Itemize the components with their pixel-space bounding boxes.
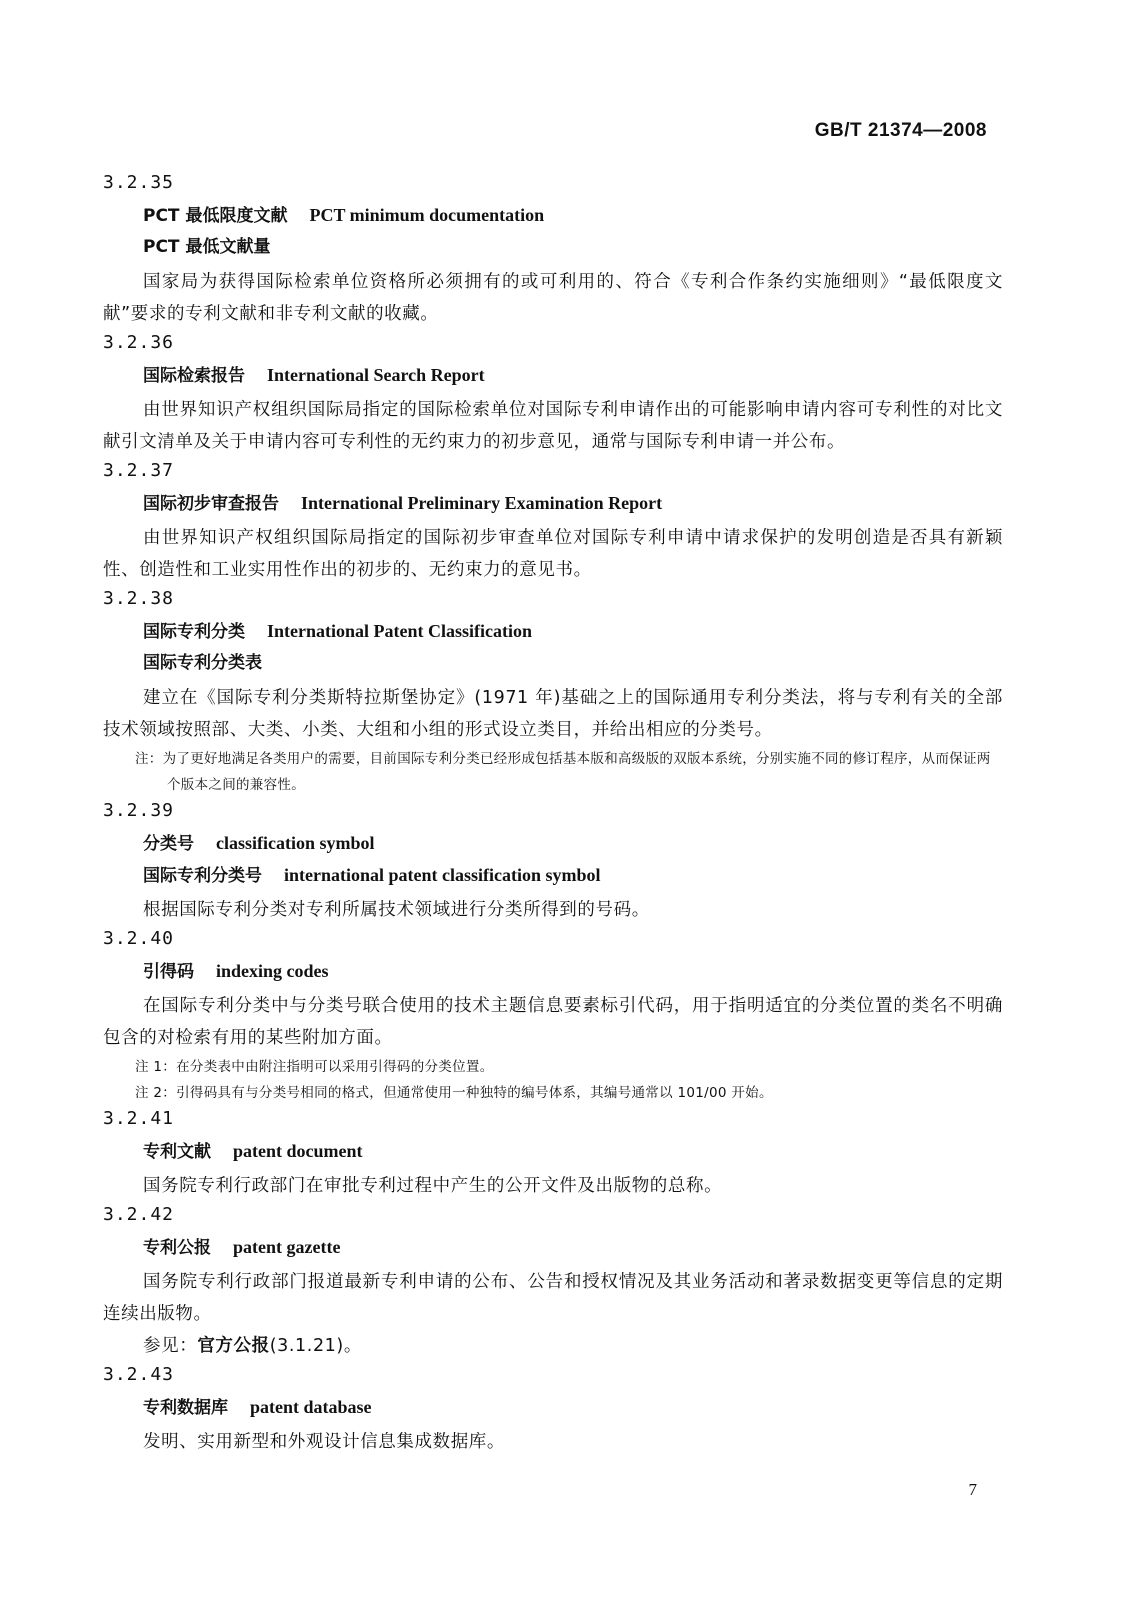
term-en: PCT minimum documentation [309, 205, 545, 225]
entry-number: 3.2.41 [103, 1108, 175, 1129]
note-label: 注： [135, 751, 163, 767]
term-zh: 专利文献 [143, 1142, 211, 1162]
note [103, 1054, 1003, 1080]
term-line [103, 234, 1003, 266]
entry-number: 3.2.39 [103, 800, 175, 821]
term-zh: 国际专利分类号 [143, 866, 262, 886]
entry [103, 458, 1003, 586]
entry-number: 3.2.35 [103, 172, 175, 193]
entry-number: 3.2.37 [103, 460, 175, 481]
term-line [103, 830, 1003, 862]
entry [103, 926, 1003, 1106]
definition: 由世界知识产权组织国际局指定的国际检索单位对国际专利申请作出的可能影响申请内容可专利性的对比文献引文清单及关于申请内容可专利性的无约束力的初步意见，通常与国际专利申请一并公布。 [103, 400, 1003, 452]
entry-number: 3.2.40 [103, 928, 175, 949]
document-body [103, 170, 1003, 1458]
term-en: patent database [250, 1397, 372, 1417]
term-zh: 国际专利分类表 [143, 653, 262, 673]
see-also [103, 1330, 1003, 1362]
term-zh: 国际初步审查报告 [143, 494, 279, 514]
term-line [103, 490, 1003, 522]
term-zh: 国际专利分类 [143, 622, 245, 642]
term-zh: PCT 最低限度文献 [143, 206, 288, 226]
term-en: International Patent Classification [267, 621, 532, 641]
standard-code: GB/T 21374—2008 [814, 120, 987, 141]
term-zh: 分类号 [143, 834, 194, 854]
term-line [103, 650, 1003, 682]
term-en: classification symbol [216, 833, 375, 853]
term-zh: 引得码 [143, 962, 194, 982]
term-en: patent document [233, 1141, 363, 1161]
note [103, 1080, 1003, 1106]
entry-number: 3.2.43 [103, 1364, 175, 1385]
entry-number: 3.2.42 [103, 1204, 175, 1225]
term-zh: 专利公报 [143, 1238, 211, 1258]
note-text: 为了更好地满足各类用户的需要，目前国际专利分类已经形成包括基本版和高级版的双版本系统，分别实施不同的修订程序，从而保证两个版本之间的兼容性。 [162, 751, 991, 793]
page-number: 7 [968, 1480, 977, 1499]
term-line [103, 862, 1003, 894]
see-also-term: 官方公报 [197, 1336, 270, 1356]
see-also-ref: (3.1.21)。 [269, 1336, 362, 1356]
definition: 由世界知识产权组织国际局指定的国际初步审查单位对国际专利申请中请求保护的发明创造是否具有新颖性、创造性和工业实用性作出的初步的、无约束力的意见书。 [103, 528, 1003, 580]
term-en: International Preliminary Examination Report [301, 493, 663, 513]
entry [103, 1362, 1003, 1458]
entry [103, 170, 1003, 330]
entry [103, 798, 1003, 926]
definition: 国家局为获得国际检索单位资格所必须拥有的或可利用的、符合《专利合作条约实施细则》“最低限度文献”要求的专利文献和非专利文献的收藏。 [103, 272, 1003, 324]
term-line [103, 1394, 1003, 1426]
note-text: 在分类表中由附注指明可以采用引得码的分类位置。 [176, 1059, 494, 1075]
term-en: patent gazette [233, 1237, 341, 1257]
term-en: indexing codes [216, 961, 329, 981]
entry-number: 3.2.36 [103, 332, 175, 353]
definition: 国务院专利行政部门报道最新专利申请的公布、公告和授权情况及其业务活动和著录数据变更等信息的定期连续出版物。 [103, 1272, 1003, 1324]
definition: 根据国际专利分类对专利所属技术领域进行分类所得到的号码。 [143, 900, 650, 920]
term-zh: 专利数据库 [143, 1398, 228, 1418]
entry [103, 1106, 1003, 1202]
definition: 建立在《国际专利分类斯特拉斯堡协定》(1971 年)基础之上的国际通用专利分类法，将与专利有关的全部技术领域按照部、大类、小类、大组和小组的形式设立类目，并给出相应的分类号。 [103, 688, 1003, 740]
note-label: 注 2： [135, 1085, 177, 1101]
term-line [103, 958, 1003, 990]
entry [103, 586, 1003, 798]
note-text: 引得码具有与分类号相同的格式，但通常使用一种独特的编号体系，其编号通常以 101/00 开始。 [176, 1085, 773, 1101]
term-zh: PCT 最低文献量 [143, 237, 271, 257]
term-line [103, 362, 1003, 394]
note-label: 注 1： [135, 1059, 177, 1075]
entry [103, 1202, 1003, 1362]
entry [103, 330, 1003, 458]
note [103, 746, 1003, 798]
term-line [103, 1234, 1003, 1266]
term-zh: 国际检索报告 [143, 366, 245, 386]
see-also-prefix: 参见： [143, 1336, 198, 1356]
term-en: international patent classification symbol [284, 865, 601, 885]
definition: 国务院专利行政部门在审批专利过程中产生的公开文件及出版物的总称。 [143, 1176, 723, 1196]
definition: 在国际专利分类中与分类号联合使用的技术主题信息要素标引代码，用于指明适宜的分类位置的类名不明确包含的对检索有用的某些附加方面。 [103, 996, 1003, 1048]
term-line [103, 618, 1003, 650]
entry-number: 3.2.38 [103, 588, 175, 609]
term-line [103, 202, 1003, 234]
term-en: International Search Report [267, 365, 485, 385]
term-line [103, 1138, 1003, 1170]
definition: 发明、实用新型和外观设计信息集成数据库。 [143, 1432, 505, 1452]
